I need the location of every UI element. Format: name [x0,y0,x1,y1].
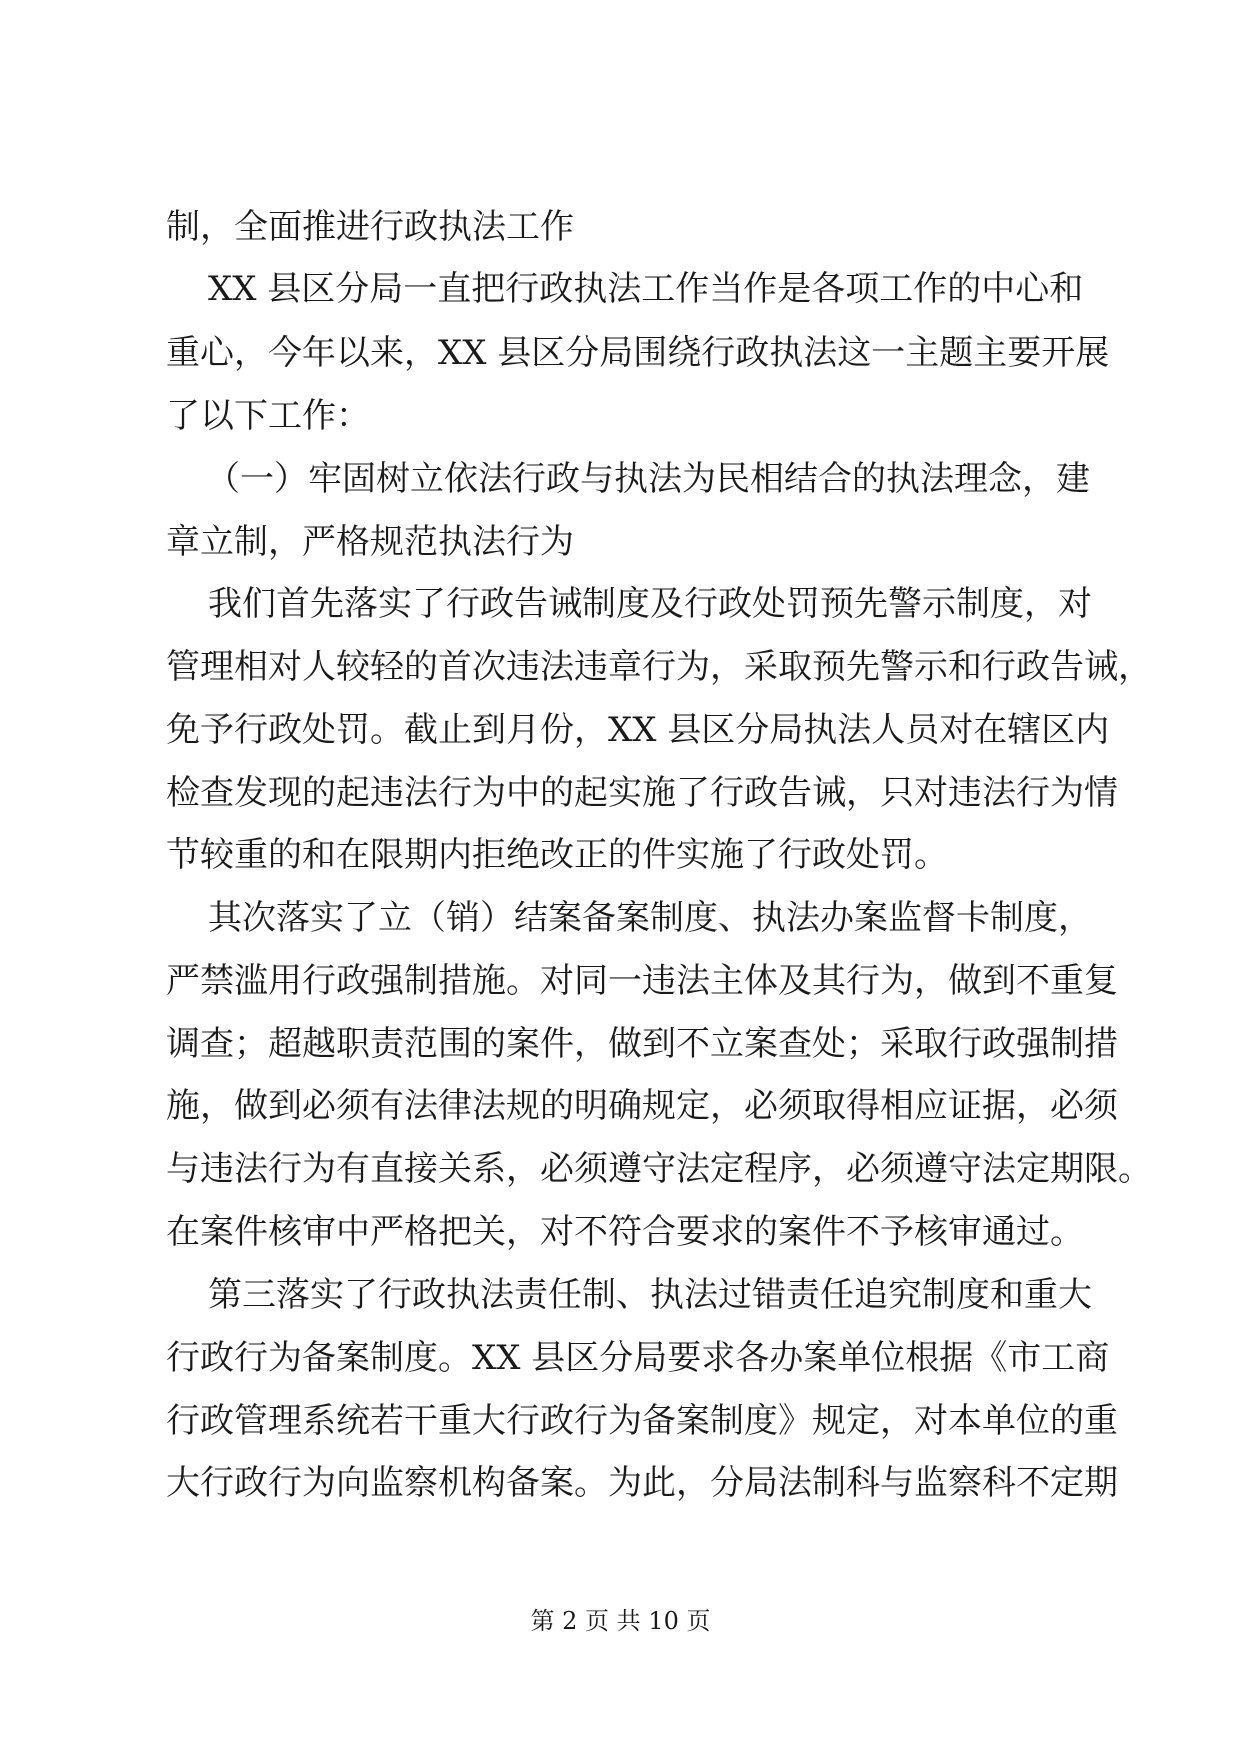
text-line: 制，全面推进行政执法工作 [166,207,574,247]
text-line: 施，做到必须有法律法规的明确规定，必须取得相应证据，必须 [166,1086,1118,1126]
text-line: 严禁滥用行政强制措施。对同一违法主体及其行为，做到不重复 [166,961,1118,1001]
text-line: （一）牢固树立依法行政与执法为民相结合的执法理念，建 [206,459,1090,499]
text-line: 在案件核审中严格把关，对不符合要求的案件不予核审通过。 [166,1212,1084,1252]
text-line: XX 县区分局一直把行政执法工作当作是各项工作的中心和 [208,269,1084,309]
text-line: 免予行政处罚。截止到月份，XX 县区分局执法人员对在辖区内 [166,710,1110,750]
text-line: 章立制，严格规范执法行为 [166,522,574,562]
text-line: 重心，今年以来，XX 县区分局围绕行政执法这一主题主要开展 [166,333,1110,373]
text-line: 检查发现的起违法行为中的起实施了行政告诫，只对违法行为情 [166,773,1118,813]
text-line: 大行政行为向监察机构备案。为此，分局法制科与监察科不定期 [166,1463,1118,1503]
text-line: 行政管理系统若干重大行政行为备案制度》规定，对本单位的重 [166,1401,1118,1441]
text-line: 第三落实了行政执法责任制、执法过错责任追究制度和重大 [208,1275,1092,1315]
text-line: 与违法行为有直接关系，必须遵守法定程序，必须遵守法定期限。 [166,1149,1152,1189]
text-line: 管理相对人较轻的首次违法违章行为，采取预先警示和行政告诫， [166,647,1152,687]
page-number-footer: 第 2 页 共 10 页 [530,1607,711,1635]
text-line: 节较重的和在限期内拒绝改正的件实施了行政处罚。 [166,835,948,875]
text-line: 调查；超越职责范围的案件，做到不立案查处；采取行政强制措 [166,1024,1118,1064]
text-line: 其次落实了立（销）结案备案制度、执法办案监督卡制度， [208,898,1092,938]
text-line: 我们首先落实了行政告诫制度及行政处罚预先警示制度，对 [208,584,1092,624]
text-line: 了以下工作： [166,396,370,436]
text-line: 行政行为备案制度。XX 县区分局要求各办案单位根据《市工商 [166,1338,1110,1378]
